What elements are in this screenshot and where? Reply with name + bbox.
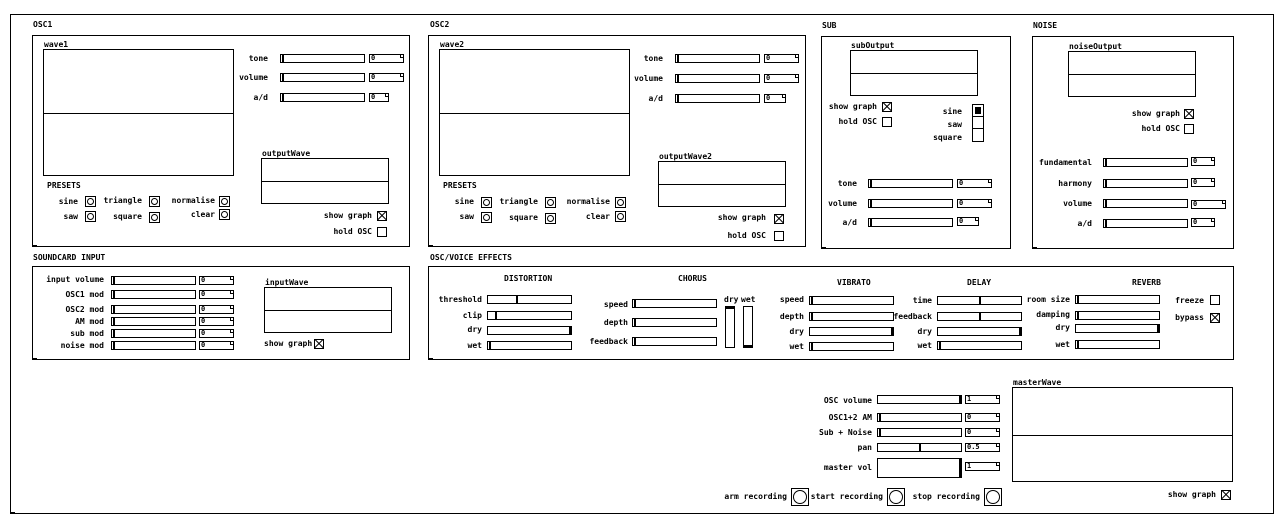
osc1-mod-label: OSC1 mod xyxy=(65,290,104,299)
sub-tone-number[interactable]: 0 xyxy=(957,179,992,188)
noise-mod-slider[interactable] xyxy=(111,341,196,350)
sub-volume-slider[interactable] xyxy=(868,199,953,208)
sub-hold-osc-toggle[interactable] xyxy=(882,117,892,127)
osc2-saw-label: saw xyxy=(459,212,474,221)
osc2-volume-number[interactable]: 0 xyxy=(764,74,799,83)
osc1-clear-button[interactable] xyxy=(219,209,230,220)
sub-radio-sine[interactable] xyxy=(973,105,983,117)
osc12-am-number[interactable]: 0 xyxy=(965,413,1000,422)
am-mod-slider[interactable] xyxy=(111,317,196,326)
distortion-clip-slider[interactable] xyxy=(487,311,572,320)
sub-volume-label: volume xyxy=(828,199,857,208)
osc1-square-label: square xyxy=(113,212,142,221)
am-mod-label: AM mod xyxy=(75,317,104,326)
osc2-sine-label: sine xyxy=(454,197,474,206)
vibrato-title: VIBRATO xyxy=(837,278,871,287)
reverb-wet-label: wet xyxy=(1055,340,1070,349)
soundcard-show-graph-toggle[interactable] xyxy=(314,339,324,349)
osc1-show-graph-label: show graph xyxy=(323,211,372,220)
distortion-threshold-label: threshold xyxy=(438,295,482,304)
osc2-square-button[interactable] xyxy=(545,213,556,224)
osc1-saw-button[interactable] xyxy=(85,211,96,222)
sub-output-graph[interactable] xyxy=(850,50,978,96)
delay-wet-label: wet xyxy=(917,341,932,350)
distortion-clip-label: clip xyxy=(462,311,482,320)
sub-sine-label: sine xyxy=(942,107,962,116)
input-wave-label: inputWave xyxy=(265,278,309,287)
osc1-triangle-label: triangle xyxy=(103,196,142,205)
reverb-freeze-toggle[interactable] xyxy=(1210,295,1220,305)
delay-feedback-slider[interactable] xyxy=(937,312,1022,321)
sub-title: SUB xyxy=(822,21,837,30)
master-vol-label: master vol xyxy=(823,463,872,472)
canvas-tick xyxy=(10,512,15,514)
wave2-graph[interactable] xyxy=(439,49,630,176)
osc2-mod-slider[interactable] xyxy=(111,305,196,314)
delay-wet-slider[interactable] xyxy=(937,341,1022,350)
delay-dry-slider[interactable] xyxy=(937,327,1022,336)
osc2-tone-number[interactable]: 0 xyxy=(764,54,799,63)
osc2-ad-number[interactable]: 0 xyxy=(764,94,786,103)
master-wave-label: masterWave xyxy=(1013,378,1062,387)
osc2-show-graph-label: show graph xyxy=(717,213,766,222)
osc12-am-slider[interactable] xyxy=(877,413,962,422)
noise-volume-number[interactable]: 0 xyxy=(1191,200,1226,209)
osc-volume-number[interactable]: 1 xyxy=(965,395,1000,404)
sub-mod-number[interactable]: 0 xyxy=(199,329,234,338)
sub-output-label: subOutput xyxy=(851,41,895,50)
osc1-output-label: outputWave xyxy=(262,149,311,158)
osc12-am-label: OSC1+2 AM xyxy=(828,413,872,422)
noise-show-graph-label: show graph xyxy=(1131,109,1180,118)
osc2-ad-slider[interactable] xyxy=(675,94,760,103)
vibrato-speed-label: speed xyxy=(779,295,804,304)
master-show-graph-toggle[interactable] xyxy=(1221,490,1231,500)
soundcard-panel-tick xyxy=(32,358,37,360)
reverb-title: REVERB xyxy=(1132,278,1161,287)
reverb-bypass-label: bypass xyxy=(1175,313,1204,322)
osc1-presets-label: PRESETS xyxy=(47,181,81,190)
osc2-volume-slider[interactable] xyxy=(675,74,760,83)
vibrato-speed-slider[interactable] xyxy=(809,296,894,305)
osc2-sine-button[interactable] xyxy=(481,197,492,208)
osc2-clear-label: clear xyxy=(585,212,610,221)
delay-title: DELAY xyxy=(967,278,992,287)
arm-recording-label: arm recording xyxy=(724,492,787,501)
sub-tone-label: tone xyxy=(837,179,857,188)
osc2-presets-label: PRESETS xyxy=(443,181,477,190)
noise-title: NOISE xyxy=(1033,21,1058,30)
pan-slider[interactable] xyxy=(877,443,962,452)
master-vol-slider[interactable] xyxy=(877,458,962,478)
osc1-hold-osc-label: hold OSC xyxy=(333,227,372,236)
osc2-hold-osc-label: hold OSC xyxy=(727,231,766,240)
noise-ad-label: a/d xyxy=(1077,219,1092,228)
osc1-mod-slider[interactable] xyxy=(111,290,196,299)
osc1-sine-button[interactable] xyxy=(85,196,96,207)
reverb-dry-label: dry xyxy=(1055,323,1070,332)
sub-noise-number[interactable]: 0 xyxy=(965,428,1000,437)
sub-volume-number[interactable]: 0 xyxy=(957,199,992,208)
osc2-tone-slider[interactable] xyxy=(675,54,760,63)
sub-saw-label: saw xyxy=(947,120,962,129)
reverb-dry-slider[interactable] xyxy=(1075,324,1160,333)
osc1-saw-label: saw xyxy=(63,212,78,221)
reverb-damping-label: damping xyxy=(1036,310,1070,319)
reverb-room-size-label: room size xyxy=(1026,295,1070,304)
noise-show-graph-toggle[interactable] xyxy=(1184,109,1194,119)
delay-dry-label: dry xyxy=(917,327,932,336)
distortion-dry-slider[interactable] xyxy=(487,326,572,335)
osc-volume-slider[interactable] xyxy=(877,395,962,404)
wave1-graph[interactable] xyxy=(43,49,234,176)
sub-show-graph-toggle[interactable] xyxy=(882,102,892,112)
osc1-ad-slider[interactable] xyxy=(280,93,365,102)
noise-volume-slider[interactable] xyxy=(1103,199,1188,208)
noise-ad-number[interactable]: 0 xyxy=(1191,218,1215,227)
vibrato-dry-slider[interactable] xyxy=(809,327,894,336)
osc2-graph-label: wave2 xyxy=(440,40,465,49)
sub-radio-saw[interactable] xyxy=(973,117,983,129)
vibrato-depth-slider[interactable] xyxy=(809,312,894,321)
sub-mod-label: sub mod xyxy=(70,329,104,338)
reverb-freeze-label: freeze xyxy=(1175,296,1204,305)
sub-waveform-radio[interactable] xyxy=(972,104,984,142)
chorus-wet-label: wet xyxy=(741,295,756,304)
distortion-wet-label: wet xyxy=(467,341,482,350)
soundcard-title: SOUNDCARD INPUT xyxy=(33,253,106,262)
osc1-title: OSC1 xyxy=(33,20,53,29)
osc1-volume-number[interactable]: 0 xyxy=(369,73,404,82)
osc2-saw-button[interactable] xyxy=(481,212,492,223)
noise-fundamental-slider[interactable] xyxy=(1103,158,1188,167)
chorus-dry-vslider[interactable] xyxy=(725,306,735,348)
input-volume-number[interactable]: 0 xyxy=(199,276,234,285)
noise-fundamental-label: fundamental xyxy=(1039,158,1092,167)
osc2-square-label: square xyxy=(509,213,538,222)
distortion-dry-label: dry xyxy=(467,325,482,334)
vibrato-wet-label: wet xyxy=(789,342,804,351)
osc2-normalise-button[interactable] xyxy=(615,197,626,208)
noise-panel-tick xyxy=(1032,247,1037,249)
sub-mod-slider[interactable] xyxy=(111,329,196,338)
osc2-panel-tick xyxy=(428,245,433,247)
effects-title: OSC/VOICE EFFECTS xyxy=(430,253,512,262)
osc2-mod-number[interactable]: 0 xyxy=(199,305,234,314)
osc1-ad-number[interactable]: 0 xyxy=(369,93,389,102)
delay-feedback-label: feedback xyxy=(893,312,932,321)
vibrato-wet-slider[interactable] xyxy=(809,342,894,351)
delay-time-label: time xyxy=(912,296,932,305)
osc1-normalise-label: normalise xyxy=(171,196,215,205)
osc1-tone-number[interactable]: 0 xyxy=(369,54,404,63)
osc2-output-label: outputWave2 xyxy=(659,152,712,161)
osc1-show-graph-toggle[interactable] xyxy=(377,211,387,221)
sub-tone-slider[interactable] xyxy=(868,179,953,188)
osc2-show-graph-toggle[interactable] xyxy=(774,214,784,224)
input-volume-slider[interactable] xyxy=(111,276,196,285)
osc1-volume-slider[interactable] xyxy=(280,73,365,82)
noise-hold-osc-label: hold OSC xyxy=(1141,124,1180,133)
master-vol-number[interactable]: 1 xyxy=(965,462,1000,471)
osc-volume-label: OSC volume xyxy=(823,396,872,405)
chorus-dry-label: dry xyxy=(724,295,739,304)
effects-panel-tick xyxy=(428,358,433,360)
osc1-panel-tick xyxy=(32,245,37,247)
osc1-volume-label: volume xyxy=(239,73,268,82)
noise-harmony-number[interactable]: 0 xyxy=(1191,178,1215,187)
chorus-depth-slider[interactable] xyxy=(632,318,717,327)
sub-noise-label: Sub + Noise xyxy=(819,428,872,437)
sub-show-graph-label: show graph xyxy=(828,102,877,111)
chorus-speed-label: speed xyxy=(603,300,628,309)
osc1-triangle-button[interactable] xyxy=(149,196,160,207)
chorus-speed-slider[interactable] xyxy=(632,299,717,308)
stop-recording-label: stop recording xyxy=(912,492,980,501)
delay-time-slider[interactable] xyxy=(937,296,1022,305)
soundcard-show-graph-label: show graph xyxy=(264,339,313,348)
reverb-wet-slider[interactable] xyxy=(1075,340,1160,349)
noise-volume-label: volume xyxy=(1063,199,1092,208)
input-volume-label: input volume xyxy=(46,275,104,284)
reverb-room-size-slider[interactable] xyxy=(1075,295,1160,304)
osc1-tone-slider[interactable] xyxy=(280,54,365,63)
osc1-tone-label: tone xyxy=(248,54,268,63)
osc1-output-graph[interactable] xyxy=(261,158,389,204)
noise-harmony-label: harmony xyxy=(1058,179,1092,188)
osc1-ad-label: a/d xyxy=(253,93,268,102)
osc2-ad-label: a/d xyxy=(648,94,663,103)
osc2-triangle-button[interactable] xyxy=(545,197,556,208)
sub-square-label: square xyxy=(933,133,962,142)
distortion-threshold-slider[interactable] xyxy=(487,295,572,304)
input-wave-graph[interactable] xyxy=(264,287,392,333)
noise-mod-label: noise mod xyxy=(60,341,104,350)
vibrato-dry-label: dry xyxy=(789,327,804,336)
osc1-graph-label: wave1 xyxy=(44,40,69,49)
osc2-normalise-label: normalise xyxy=(566,197,610,206)
osc1-square-button[interactable] xyxy=(149,212,160,223)
sub-ad-label: a/d xyxy=(842,218,857,227)
osc2-volume-label: volume xyxy=(634,74,663,83)
osc1-hold-osc-toggle[interactable] xyxy=(377,227,387,237)
noise-output-label: noiseOutput xyxy=(1069,42,1122,51)
noise-fundamental-number[interactable]: 0 xyxy=(1191,157,1215,166)
osc1-sine-label: sine xyxy=(58,197,78,206)
noise-mod-number[interactable]: 0 xyxy=(199,341,234,350)
chorus-feedback-slider[interactable] xyxy=(632,337,717,346)
sub-ad-number[interactable]: 0 xyxy=(957,217,979,226)
vibrato-depth-label: depth xyxy=(779,312,804,321)
sub-noise-slider[interactable] xyxy=(877,428,962,437)
osc2-clear-button[interactable] xyxy=(615,211,626,222)
noise-harmony-slider[interactable] xyxy=(1103,179,1188,188)
distortion-title: DISTORTION xyxy=(504,274,553,283)
sub-panel-tick xyxy=(821,247,826,249)
noise-hold-osc-toggle[interactable] xyxy=(1184,124,1194,134)
sub-hold-osc-label: hold OSC xyxy=(838,117,877,126)
osc2-triangle-label: triangle xyxy=(499,197,538,206)
osc1-mod-number[interactable]: 0 xyxy=(199,290,234,299)
master-wave-graph[interactable] xyxy=(1012,387,1233,482)
osc2-output-graph[interactable] xyxy=(658,161,786,207)
noise-output-graph[interactable] xyxy=(1068,51,1196,97)
sub-ad-slider[interactable] xyxy=(868,218,953,227)
chorus-depth-label: depth xyxy=(603,318,628,327)
master-show-graph-label: show graph xyxy=(1167,490,1216,499)
reverb-damping-slider[interactable] xyxy=(1075,311,1160,320)
osc2-title: OSC2 xyxy=(430,20,450,29)
osc2-hold-osc-toggle[interactable] xyxy=(774,231,784,241)
osc2-tone-label: tone xyxy=(643,54,663,63)
pan-number[interactable]: 0.5 xyxy=(965,443,1000,452)
stop-recording-button[interactable] xyxy=(984,488,1002,506)
reverb-bypass-toggle[interactable] xyxy=(1210,313,1220,323)
distortion-wet-slider[interactable] xyxy=(487,341,572,350)
chorus-wet-vslider[interactable] xyxy=(743,306,753,348)
chorus-title: CHORUS xyxy=(678,274,707,283)
am-mod-number[interactable]: 0 xyxy=(199,317,234,326)
sub-radio-square[interactable] xyxy=(973,129,983,141)
pan-label: pan xyxy=(857,443,872,452)
start-recording-label: start recording xyxy=(810,492,883,501)
osc1-normalise-button[interactable] xyxy=(219,196,230,207)
osc1-clear-label: clear xyxy=(190,210,215,219)
osc2-mod-label: OSC2 mod xyxy=(65,305,104,314)
chorus-feedback-label: feedback xyxy=(589,337,628,346)
noise-ad-slider[interactable] xyxy=(1103,219,1188,228)
